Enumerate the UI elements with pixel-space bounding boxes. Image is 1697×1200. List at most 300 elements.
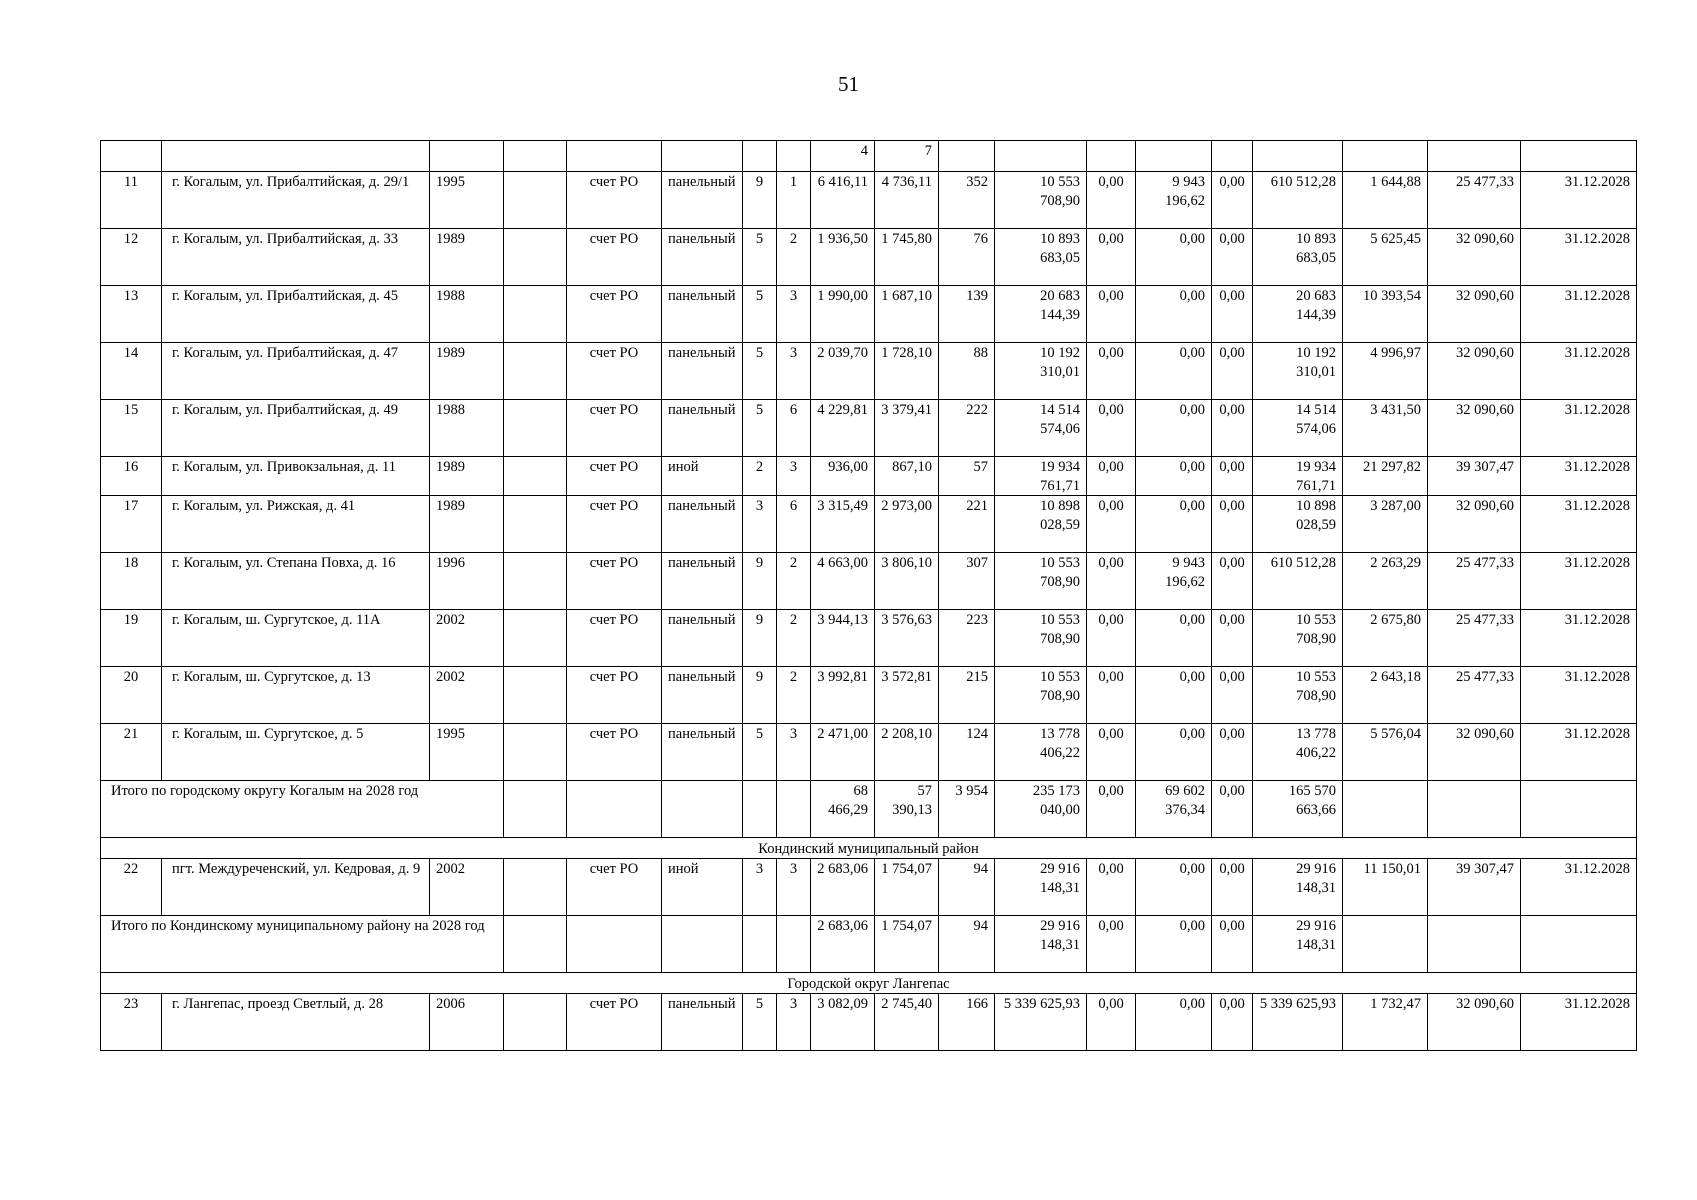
- floors-cell: 5: [743, 724, 777, 781]
- unit-cost-cell: 5 625,45: [1343, 229, 1428, 286]
- fund-cell: счет РО: [567, 457, 662, 496]
- owners-cell: 10 192 310,01: [1253, 343, 1343, 400]
- cost-total-cell: 20 683 144,39: [995, 286, 1087, 343]
- floors-cell: 3: [743, 496, 777, 553]
- table-row: [101, 667, 1637, 724]
- cost-total-cell: 10 893 683,05: [995, 229, 1087, 286]
- blank-cell: [1521, 781, 1637, 838]
- budget-subject-cell: 0,00: [1136, 859, 1212, 916]
- row-number: 16: [101, 457, 162, 496]
- wall-material-cell: панельный: [662, 172, 743, 229]
- cost-total-cell: 10 553 708,90: [995, 172, 1087, 229]
- entrances-cell: 1: [777, 172, 811, 229]
- limit-cost-cell: 32 090,60: [1428, 496, 1521, 553]
- floors-cell: 2: [743, 457, 777, 496]
- total-row: [101, 916, 1637, 973]
- fund-cell: счет РО: [567, 400, 662, 457]
- fund-support-cell: 0,00: [1087, 859, 1136, 916]
- row-number: 23: [101, 994, 162, 1051]
- budget-local-cell: 0,00: [1212, 553, 1253, 610]
- limit-cost-cell: 39 307,47: [1428, 859, 1521, 916]
- blank-cell: [1343, 916, 1428, 973]
- row-number: 22: [101, 859, 162, 916]
- floors-cell: 5: [743, 286, 777, 343]
- address-cell: г. Когалым, ул. Рижская, д. 41: [162, 496, 430, 553]
- address-cell: г. Когалым, ул. Прибалтийская, д. 29/1: [162, 172, 430, 229]
- residents-cell: 215: [939, 667, 995, 724]
- blank-cell: [504, 229, 567, 286]
- budget-local-cell: 0,00: [1212, 610, 1253, 667]
- limit-cost-cell: 32 090,60: [1428, 400, 1521, 457]
- cost-total-cell: 10 898 028,59: [995, 496, 1087, 553]
- fund-support-cell: 0,00: [1087, 667, 1136, 724]
- cost-total-cell: 10 553 708,90: [995, 553, 1087, 610]
- cost-total-cell: 14 514 574,06: [995, 400, 1087, 457]
- blank-cell: [743, 916, 777, 973]
- blank-cell: [504, 343, 567, 400]
- owners-cell: 20 683 144,39: [1253, 286, 1343, 343]
- residents-cell: 352: [939, 172, 995, 229]
- floors-cell: 5: [743, 229, 777, 286]
- budget-local-cell: 0,00: [1212, 859, 1253, 916]
- blank-cell: [504, 724, 567, 781]
- total-area-cell: 3 082,09: [811, 994, 875, 1051]
- budget-local-cell: 0,00: [1212, 496, 1253, 553]
- total-area-cell: 68 466,29: [811, 781, 875, 838]
- residents-cell: 307: [939, 553, 995, 610]
- budget-subject-cell: 0,00: [1136, 343, 1212, 400]
- floors-cell: 5: [743, 994, 777, 1051]
- living-area-cell: 1 687,10: [875, 286, 939, 343]
- wall-material-cell: панельный: [662, 994, 743, 1051]
- blank-cell: [662, 781, 743, 838]
- fund-support-cell: 0,00: [1087, 553, 1136, 610]
- deadline-cell: 31.12.2028: [1521, 400, 1637, 457]
- row-number: 20: [101, 667, 162, 724]
- budget-subject-cell: 0,00: [1136, 610, 1212, 667]
- row-number: 14: [101, 343, 162, 400]
- blank-cell: [504, 553, 567, 610]
- fund-cell: счет РО: [567, 343, 662, 400]
- entrances-cell: 3: [777, 724, 811, 781]
- residents-cell: 76: [939, 229, 995, 286]
- budget-local-cell: 0,00: [1212, 343, 1253, 400]
- limit-cost-cell: 39 307,47: [1428, 457, 1521, 496]
- continuation-row: [101, 141, 1637, 172]
- entrances-cell: 3: [777, 286, 811, 343]
- section-title: Городской округ Лангепас: [101, 973, 1637, 994]
- budget-subject-cell: 0,00: [1136, 724, 1212, 781]
- year-cell: 2006: [430, 994, 504, 1051]
- cost-total-cell: 29 916 148,31: [995, 916, 1087, 973]
- budget-subject-cell: 69 602 376,34: [1136, 781, 1212, 838]
- budget-subject-cell: 9 943 196,62: [1136, 553, 1212, 610]
- row-number: 15: [101, 400, 162, 457]
- page-number: 51: [838, 72, 859, 96]
- blank-cell: [743, 781, 777, 838]
- budget-subject-cell: 0,00: [1136, 457, 1212, 496]
- blank-cell: [777, 916, 811, 973]
- wall-material-cell: панельный: [662, 400, 743, 457]
- blank-cell: [1343, 781, 1428, 838]
- blank-cell: [1428, 781, 1521, 838]
- blank-cell: [504, 457, 567, 496]
- address-cell: г. Когалым, ул. Прибалтийская, д. 47: [162, 343, 430, 400]
- year-cell: 1996: [430, 553, 504, 610]
- fund-cell: счет РО: [567, 610, 662, 667]
- owners-cell: 10 553 708,90: [1253, 667, 1343, 724]
- wall-material-cell: панельный: [662, 229, 743, 286]
- fund-support-cell: 0,00: [1087, 496, 1136, 553]
- deadline-cell: 31.12.2028: [1521, 343, 1637, 400]
- living-area-cell: 2 208,10: [875, 724, 939, 781]
- section-header-row: [101, 838, 1637, 859]
- budget-local-cell: 0,00: [1212, 229, 1253, 286]
- total-row: [101, 781, 1637, 838]
- blank-cell: [504, 610, 567, 667]
- fund-cell: счет РО: [567, 724, 662, 781]
- residents-cell: 88: [939, 343, 995, 400]
- unit-cost-cell: 4 996,97: [1343, 343, 1428, 400]
- wall-material-cell: панельный: [662, 553, 743, 610]
- unit-cost-cell: 1 732,47: [1343, 994, 1428, 1051]
- owners-cell: 10 893 683,05: [1253, 229, 1343, 286]
- deadline-cell: 31.12.2028: [1521, 286, 1637, 343]
- unit-cost-cell: 11 150,01: [1343, 859, 1428, 916]
- address-cell: г. Когалым, ул. Степана Повха, д. 16: [162, 553, 430, 610]
- deadline-cell: 31.12.2028: [1521, 994, 1637, 1051]
- living-area-cell: 3 806,10: [875, 553, 939, 610]
- fund-cell: счет РО: [567, 859, 662, 916]
- row-number: 13: [101, 286, 162, 343]
- address-cell: г. Когалым, ул. Прибалтийская, д. 45: [162, 286, 430, 343]
- blank-cell: [504, 496, 567, 553]
- entrances-cell: 3: [777, 994, 811, 1051]
- entrances-cell: 6: [777, 496, 811, 553]
- residents-cell: 94: [939, 859, 995, 916]
- address-cell: пгт. Междуреченский, ул. Кедровая, д. 9: [162, 859, 430, 916]
- year-cell: 1995: [430, 172, 504, 229]
- fund-support-cell: 0,00: [1087, 916, 1136, 973]
- living-area-cell: 1 754,07: [875, 859, 939, 916]
- limit-cost-cell: 32 090,60: [1428, 286, 1521, 343]
- budget-subject-cell: 0,00: [1136, 994, 1212, 1051]
- total-area-cell: 4 663,00: [811, 553, 875, 610]
- unit-cost-cell: 3 287,00: [1343, 496, 1428, 553]
- entrances-cell: 6: [777, 400, 811, 457]
- year-cell: 1989: [430, 496, 504, 553]
- address-cell: г. Когалым, ул. Прибалтийская, д. 33: [162, 229, 430, 286]
- deadline-cell: 31.12.2028: [1521, 457, 1637, 496]
- floors-cell: 9: [743, 172, 777, 229]
- table-row: [101, 400, 1637, 457]
- limit-cost-cell: 32 090,60: [1428, 994, 1521, 1051]
- fund-cell: счет РО: [567, 496, 662, 553]
- limit-cost-cell: 32 090,60: [1428, 229, 1521, 286]
- table-row: [101, 724, 1637, 781]
- fund-support-cell: 0,00: [1087, 343, 1136, 400]
- deadline-cell: 31.12.2028: [1521, 496, 1637, 553]
- total-area-cell: 2 683,06: [811, 916, 875, 973]
- section-header-row: [101, 973, 1637, 994]
- owners-cell: 610 512,28: [1253, 172, 1343, 229]
- entrances-cell: 2: [777, 610, 811, 667]
- year-cell: 1988: [430, 286, 504, 343]
- year-cell: 1989: [430, 457, 504, 496]
- total-area-cell: 1 936,50: [811, 229, 875, 286]
- total-label: Итого по городскому округу Когалым на 2028 год: [101, 781, 504, 838]
- table-row: [101, 610, 1637, 667]
- entrances-cell: 2: [777, 553, 811, 610]
- address-cell: г. Когалым, ш. Сургутское, д. 13: [162, 667, 430, 724]
- deadline-cell: 31.12.2028: [1521, 610, 1637, 667]
- budget-local-cell: 0,00: [1212, 667, 1253, 724]
- fund-support-cell: 0,00: [1087, 724, 1136, 781]
- budget-local-cell: 0,00: [1212, 286, 1253, 343]
- address-cell: г. Когалым, ул. Прибалтийская, д. 49: [162, 400, 430, 457]
- total-area-tail: 4: [811, 141, 875, 172]
- year-cell: 2002: [430, 859, 504, 916]
- owners-cell: 165 570 663,66: [1253, 781, 1343, 838]
- table-row: [101, 229, 1637, 286]
- year-cell: 2002: [430, 610, 504, 667]
- unit-cost-cell: 2 675,80: [1343, 610, 1428, 667]
- year-cell: 1988: [430, 400, 504, 457]
- budget-subject-cell: 0,00: [1136, 229, 1212, 286]
- total-area-cell: 2 471,00: [811, 724, 875, 781]
- fund-cell: счет РО: [567, 172, 662, 229]
- limit-cost-cell: 25 477,33: [1428, 553, 1521, 610]
- row-number: 12: [101, 229, 162, 286]
- residents-cell: 57: [939, 457, 995, 496]
- fund-support-cell: 0,00: [1087, 229, 1136, 286]
- fund-support-cell: 0,00: [1087, 172, 1136, 229]
- fund-support-cell: 0,00: [1087, 781, 1136, 838]
- living-area-cell: 1 745,80: [875, 229, 939, 286]
- fund-support-cell: 0,00: [1087, 610, 1136, 667]
- unit-cost-cell: 2 263,29: [1343, 553, 1428, 610]
- total-area-cell: 1 990,00: [811, 286, 875, 343]
- limit-cost-cell: 25 477,33: [1428, 610, 1521, 667]
- address-cell: г. Когалым, ш. Сургутское, д. 5: [162, 724, 430, 781]
- blank-cell: [777, 781, 811, 838]
- budget-local-cell: 0,00: [1212, 400, 1253, 457]
- residents-cell: 223: [939, 610, 995, 667]
- floors-cell: 5: [743, 400, 777, 457]
- cost-total-cell: 10 553 708,90: [995, 667, 1087, 724]
- residents-cell: 222: [939, 400, 995, 457]
- table-row: [101, 172, 1637, 229]
- row-number: 17: [101, 496, 162, 553]
- living-area-cell: 1 754,07: [875, 916, 939, 973]
- deadline-cell: 31.12.2028: [1521, 667, 1637, 724]
- living-area-cell: 3 379,41: [875, 400, 939, 457]
- living-area-cell: 4 736,11: [875, 172, 939, 229]
- total-area-cell: 3 992,81: [811, 667, 875, 724]
- year-cell: 1989: [430, 229, 504, 286]
- fund-cell: счет РО: [567, 667, 662, 724]
- budget-subject-cell: 0,00: [1136, 286, 1212, 343]
- table-row: [101, 496, 1637, 553]
- budget-subject-cell: 0,00: [1136, 496, 1212, 553]
- floors-cell: 9: [743, 610, 777, 667]
- total-area-cell: 4 229,81: [811, 400, 875, 457]
- section-title: Кондинский муниципальный район: [101, 838, 1637, 859]
- owners-cell: 10 898 028,59: [1253, 496, 1343, 553]
- total-area-cell: 2 683,06: [811, 859, 875, 916]
- table-row: [101, 343, 1637, 400]
- budget-subject-cell: 9 943 196,62: [1136, 172, 1212, 229]
- budget-subject-cell: 0,00: [1136, 667, 1212, 724]
- wall-material-cell: панельный: [662, 286, 743, 343]
- owners-cell: 10 553 708,90: [1253, 610, 1343, 667]
- year-cell: 1989: [430, 343, 504, 400]
- living-area-cell: 2 973,00: [875, 496, 939, 553]
- budget-local-cell: 0,00: [1212, 916, 1253, 973]
- year-cell: 1995: [430, 724, 504, 781]
- unit-cost-cell: 10 393,54: [1343, 286, 1428, 343]
- deadline-cell: 31.12.2028: [1521, 229, 1637, 286]
- year-cell: 2002: [430, 667, 504, 724]
- limit-cost-cell: 32 090,60: [1428, 343, 1521, 400]
- blank-cell: [504, 859, 567, 916]
- unit-cost-cell: 5 576,04: [1343, 724, 1428, 781]
- residents-cell: 124: [939, 724, 995, 781]
- wall-material-cell: панельный: [662, 724, 743, 781]
- cost-total-cell: 235 173 040,00: [995, 781, 1087, 838]
- wall-material-cell: панельный: [662, 496, 743, 553]
- address-cell: г. Когалым, ул. Привокзальная, д. 11: [162, 457, 430, 496]
- floors-cell: 3: [743, 859, 777, 916]
- residents-cell: 3 954: [939, 781, 995, 838]
- total-area-cell: 6 416,11: [811, 172, 875, 229]
- fund-support-cell: 0,00: [1087, 400, 1136, 457]
- unit-cost-cell: 3 431,50: [1343, 400, 1428, 457]
- owners-cell: 14 514 574,06: [1253, 400, 1343, 457]
- cost-total-cell: 29 916 148,31: [995, 859, 1087, 916]
- budget-subject-cell: 0,00: [1136, 916, 1212, 973]
- blank-cell: [567, 916, 662, 973]
- capital-repair-table: [100, 140, 1637, 1051]
- blank-cell: [504, 667, 567, 724]
- residents-cell: 166: [939, 994, 995, 1051]
- entrances-cell: 3: [777, 343, 811, 400]
- deadline-cell: 31.12.2028: [1521, 859, 1637, 916]
- floors-cell: 9: [743, 667, 777, 724]
- entrances-cell: 2: [777, 667, 811, 724]
- living-area-cell: 867,10: [875, 457, 939, 496]
- deadline-cell: 31.12.2028: [1521, 724, 1637, 781]
- budget-subject-cell: 0,00: [1136, 400, 1212, 457]
- total-label: Итого по Кондинскому муниципальному району на 2028 год: [101, 916, 504, 973]
- fund-cell: счет РО: [567, 994, 662, 1051]
- owners-cell: 610 512,28: [1253, 553, 1343, 610]
- budget-local-cell: 0,00: [1212, 457, 1253, 496]
- budget-local-cell: 0,00: [1212, 781, 1253, 838]
- row-number: 19: [101, 610, 162, 667]
- unit-cost-cell: 21 297,82: [1343, 457, 1428, 496]
- row-number: 18: [101, 553, 162, 610]
- table-row: [101, 457, 1637, 496]
- floors-cell: 9: [743, 553, 777, 610]
- blank-cell: [1521, 916, 1637, 973]
- living-area-cell: 3 576,63: [875, 610, 939, 667]
- blank-cell: [504, 286, 567, 343]
- living-area-tail: 7: [875, 141, 939, 172]
- living-area-cell: 3 572,81: [875, 667, 939, 724]
- cost-total-cell: 5 339 625,93: [995, 994, 1087, 1051]
- cost-total-cell: 19 934 761,71: [995, 457, 1087, 496]
- table-row: [101, 994, 1637, 1051]
- unit-cost-cell: 2 643,18: [1343, 667, 1428, 724]
- row-number: 11: [101, 172, 162, 229]
- address-cell: г. Лангепас, проезд Светлый, д. 28: [162, 994, 430, 1051]
- table-row: [101, 859, 1637, 916]
- total-area-cell: 2 039,70: [811, 343, 875, 400]
- deadline-cell: 31.12.2028: [1521, 553, 1637, 610]
- wall-material-cell: иной: [662, 859, 743, 916]
- entrances-cell: 3: [777, 457, 811, 496]
- total-area-cell: 3 944,13: [811, 610, 875, 667]
- living-area-cell: 57 390,13: [875, 781, 939, 838]
- cost-total-cell: 10 553 708,90: [995, 610, 1087, 667]
- limit-cost-cell: 25 477,33: [1428, 667, 1521, 724]
- fund-cell: счет РО: [567, 286, 662, 343]
- budget-local-cell: 0,00: [1212, 172, 1253, 229]
- wall-material-cell: панельный: [662, 667, 743, 724]
- wall-material-cell: панельный: [662, 343, 743, 400]
- fund-cell: счет РО: [567, 553, 662, 610]
- unit-cost-cell: 1 644,88: [1343, 172, 1428, 229]
- table-row: [101, 553, 1637, 610]
- living-area-cell: 2 745,40: [875, 994, 939, 1051]
- fund-support-cell: 0,00: [1087, 457, 1136, 496]
- living-area-cell: 1 728,10: [875, 343, 939, 400]
- total-area-cell: 3 315,49: [811, 496, 875, 553]
- deadline-cell: 31.12.2028: [1521, 172, 1637, 229]
- limit-cost-cell: 25 477,33: [1428, 172, 1521, 229]
- blank-cell: [504, 994, 567, 1051]
- row-number: 21: [101, 724, 162, 781]
- owners-cell: 19 934 761,71: [1253, 457, 1343, 496]
- fund-cell: счет РО: [567, 229, 662, 286]
- blank-cell: [504, 400, 567, 457]
- fund-support-cell: 0,00: [1087, 994, 1136, 1051]
- owners-cell: 29 916 148,31: [1253, 859, 1343, 916]
- residents-cell: 94: [939, 916, 995, 973]
- owners-cell: 13 778 406,22: [1253, 724, 1343, 781]
- fund-support-cell: 0,00: [1087, 286, 1136, 343]
- table-row: [101, 286, 1637, 343]
- cost-total-cell: 13 778 406,22: [995, 724, 1087, 781]
- owners-cell: 29 916 148,31: [1253, 916, 1343, 973]
- entrances-cell: 2: [777, 229, 811, 286]
- owners-cell: 5 339 625,93: [1253, 994, 1343, 1051]
- entrances-cell: 3: [777, 859, 811, 916]
- total-area-cell: 936,00: [811, 457, 875, 496]
- blank-cell: [504, 781, 567, 838]
- floors-cell: 5: [743, 343, 777, 400]
- blank-cell: [662, 916, 743, 973]
- wall-material-cell: панельный: [662, 610, 743, 667]
- blank-cell: [567, 781, 662, 838]
- budget-local-cell: 0,00: [1212, 724, 1253, 781]
- limit-cost-cell: 32 090,60: [1428, 724, 1521, 781]
- residents-cell: 139: [939, 286, 995, 343]
- blank-cell: [1428, 916, 1521, 973]
- cost-total-cell: 10 192 310,01: [995, 343, 1087, 400]
- blank-cell: [504, 916, 567, 973]
